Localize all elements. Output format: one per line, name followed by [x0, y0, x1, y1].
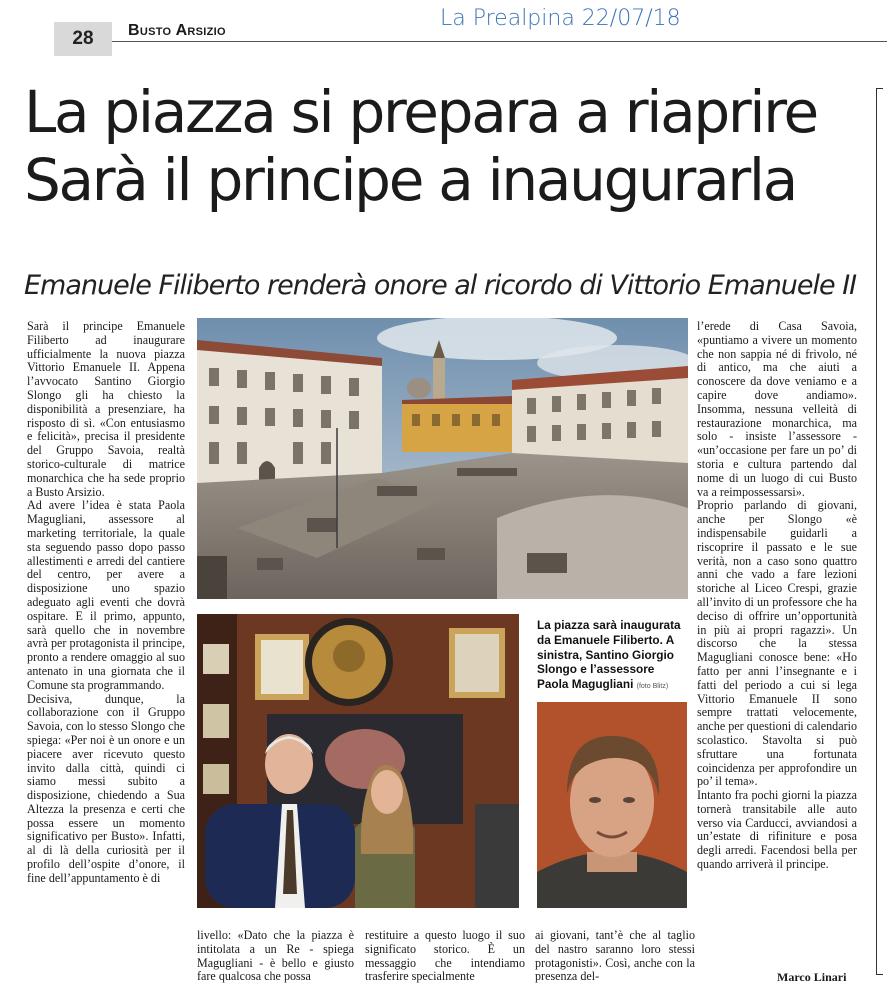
article-column-5: [697, 320, 857, 988]
caption-text: La piazza sarà inaugurata da Emanuele Filiberto. A sinistra, Santino Giorgio Slongo e l’assessore Paola Magugliani: [537, 618, 681, 692]
article-column-3: restituire a questo luogo il suo significato storico. È un messaggio che intendiamo trasferire specialmente: [365, 929, 525, 984]
photo-slongo-magugliani: [197, 614, 519, 908]
headline-line-1: La piazza si prepara a riaprire: [24, 78, 817, 146]
subtitle: Emanuele Filiberto renderà onore al ricordo di Vittorio Emanuele II: [24, 270, 857, 301]
paragraph: Sarà il principe Emanuele Filiberto ad inaugurare ufficialmente la nuova piazza Vittorio Emanuele II. Appena l’avvocato Santino Giorgio Slongo gli ha chiesto la disponibilità a presenziare, ha risposto di sì. «Con entusiasmo e felicità», precisa il presidente del Gruppo Savoia, realtà storico-culturale di matrice monarchica che ha sede proprio a Busto Arsizio.: [27, 320, 185, 499]
photo-credit: (foto Blitz): [636, 683, 669, 691]
headline-line-2: Sarà il principe a inaugurarla: [24, 146, 796, 214]
article-column-1: [27, 320, 185, 985]
photo-caption: [537, 618, 687, 695]
paragraph: Ad avere l’idea è stata Paola Magugliani, assessore al marketing territoriale, la quale sta seguendo passo dopo passo allestimenti e arredi del cantiere del centro, per avere a disposizione uno spazio adeguato agli eventi che dovrà ospitare. E il primo, appunto, sarà quello che in novembre avrà per protagonista il principe, pronto a rendere omaggio al suo antenato in una giornata che il Comune sta programmando.: [27, 498, 185, 692]
section-title: Busto Arsizio: [128, 22, 226, 39]
paragraph: Intanto fra pochi giorni la piazza tornerà transitabile alle auto verso via Carducci, avviandosi a un’estate di rifiniture e posa degli arredi. Facendosi bella per quando arriverà il principe.: [697, 788, 857, 872]
article-column-2: livello: «Dato che la piazza è intitolata a un Re - spiega Magugliani - è bello e giusto fare qualcosa che possa: [197, 929, 354, 984]
byline: Marco Linari: [777, 970, 847, 984]
photo-emanuele-filiberto: [537, 702, 687, 908]
article-column-4: ai giovani, tant’è che al taglio del nastro saranno loro stessi protagonisti». Così, anche con la presenza del-: [535, 929, 695, 984]
paragraph: Decisiva, dunque, la collaborazione con il Gruppo Savoia, con lo stesso Slongo che spiega: «Per noi è un onore e un piacere aver ricevuto questo invito dalla città, quindi ci siamo messi subito a disposizione, chiedendo a Sua Altezza la presenza e certi che possa essere un momento significativo per Busto». Infatti, al di là della curiosità per il profilo dell’ospite d’onore, il fine dell’appuntamento è di: [27, 691, 185, 885]
headline: [24, 78, 817, 214]
page-number: 28: [54, 22, 112, 56]
source-label: La Prealpina 22/07/18: [440, 6, 681, 31]
paragraph: Proprio parlando di giovani, anche per Slongo «è indispensabile guidarli a riscoprire il passato e le sue verità, non a caso sono quattro anni che vado a fare lezioni storiche al Liceo Crespi, grazie all’invito di un professore che ha deciso di offrire un’opportunità in più ai propri ragazzi». Un discorso che la stessa Magugliani conosce bene: «Ho fatto per anni l’insegnante e i fatti del periodo a cui si lega Vittorio Emanuele II sono sempre trattati velocemente, anche per questioni di calendario scolastico. Stavolta si può sfruttare una fortunata coincidenza per approfondire un po’ il tema».: [697, 498, 857, 789]
photo-piazza: [197, 318, 688, 599]
paragraph: l’erede di Casa Savoia, «puntiamo a vivere un momento che non sappia né di frivolo, né di antico, ma che aiuti a conoscere da dove veniamo e a capire dove andiamo». Insomma, nessuna velleità di restaurazione monarchica, ma solo - insiste l’assessore - «un’occasione per fare un po’ di storia e cultura partendo dal nome di un luogo di cui Busto va a reimpossessarsi».: [697, 320, 857, 499]
right-bracket: [876, 88, 883, 975]
header-rule: [112, 41, 887, 42]
